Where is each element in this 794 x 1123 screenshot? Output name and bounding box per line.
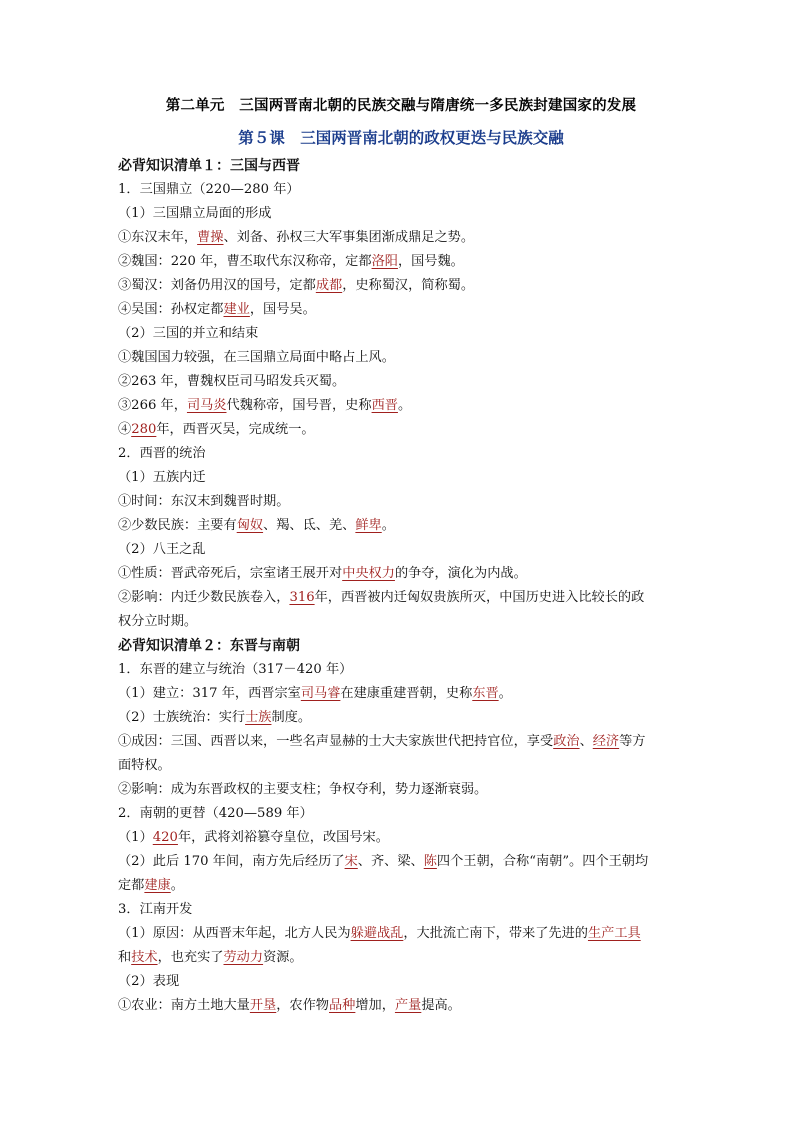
key-term: 劳动力 bbox=[223, 950, 264, 965]
text-segment: （1）三国鼎立局面的形成 bbox=[118, 206, 272, 221]
text-line bbox=[118, 178, 684, 202]
key-term: 420 bbox=[152, 830, 178, 845]
key-term: 280 bbox=[131, 422, 157, 437]
text-segment: 资源。 bbox=[263, 950, 303, 965]
text-segment: 2．南朝的更替（420—589 年） bbox=[118, 806, 313, 821]
text-line bbox=[118, 490, 684, 514]
text-segment: ③蜀汉：刘备仍用汉的国号，定都 bbox=[118, 278, 316, 293]
text-line bbox=[118, 898, 684, 922]
key-term: 曹操 bbox=[197, 230, 224, 245]
text-segment: 。 bbox=[397, 398, 412, 413]
text-segment: 的争夺，演化为内战。 bbox=[394, 566, 527, 581]
text-line bbox=[118, 658, 684, 682]
text-segment: 代魏称帝，国号晋，史称 bbox=[226, 398, 372, 413]
text-segment: ①东汉末年， bbox=[118, 230, 198, 245]
text-line bbox=[118, 778, 684, 802]
text-segment: （2）八王之乱 bbox=[118, 542, 206, 557]
text-segment: ，国号吴。 bbox=[249, 302, 316, 317]
text-segment: （2）士族统治：实行 bbox=[118, 710, 246, 725]
key-term: 经济 bbox=[592, 734, 620, 749]
text-segment: 3．江南开发 bbox=[118, 902, 193, 917]
key-term: 中央权力 bbox=[342, 566, 395, 581]
lesson-title: 第５课 三国两晋南北朝的政权更迭与民族交融 bbox=[238, 128, 564, 147]
text-segment: （1）建立：317 年，西晋宗室 bbox=[118, 686, 301, 701]
text-segment: 制度。 bbox=[271, 710, 312, 725]
text-segment: （2）表现 bbox=[118, 974, 180, 989]
key-term: 宋 bbox=[344, 854, 358, 869]
text-segment: ①成因：三国、西晋以来，一些名声显赫的士大夫家族世代把持官位，享受 bbox=[118, 734, 554, 749]
text-segment: （1）原因：从西晋末年起，北方人民为 bbox=[118, 926, 351, 941]
text-segment: ①性质：晋武帝死后，宗室诸王展开对 bbox=[118, 566, 343, 581]
key-term: 士族 bbox=[245, 710, 272, 725]
text-segment: ③266 年， bbox=[118, 398, 187, 413]
key-term: 技术 bbox=[131, 950, 158, 965]
text-segment: （2）此后 170 年间，南方先后经历了 bbox=[118, 854, 345, 869]
text-segment: ①魏国国力较强，在三国鼎立局面中略占上风。 bbox=[118, 350, 395, 365]
key-term: 生产工具 bbox=[587, 926, 641, 941]
text-segment: ②少数民族：主要有 bbox=[118, 518, 237, 533]
text-line bbox=[118, 562, 684, 586]
key-term: 316 bbox=[289, 590, 315, 605]
text-segment: 、 bbox=[579, 734, 593, 749]
text-segment: 1．东晋的建立与统治（317－420 年） bbox=[118, 662, 353, 677]
text-segment: 提高。 bbox=[421, 998, 461, 1013]
text-segment: 四个王朝，合称“南朝”。四个王朝均 bbox=[436, 854, 649, 869]
text-segment: ，大批流亡南下，带来了先进的 bbox=[403, 926, 588, 941]
text-line bbox=[118, 202, 684, 226]
text-line bbox=[118, 922, 684, 946]
text-segment: 2．西晋的统治 bbox=[118, 446, 206, 461]
document-page bbox=[118, 96, 684, 1018]
text-segment: ，史称蜀汉，简称蜀。 bbox=[342, 278, 475, 293]
key-term: 鲜卑 bbox=[355, 518, 382, 533]
key-term: 陈 bbox=[423, 854, 437, 869]
text-line bbox=[118, 754, 684, 778]
text-segment: 、刘备、孙权三大军事集团渐成鼎足之势。 bbox=[223, 230, 475, 245]
text-line bbox=[118, 850, 684, 874]
text-segment: 增加， bbox=[355, 998, 395, 1013]
text-segment: ④吴国：孙权定都 bbox=[118, 302, 224, 317]
section-heading bbox=[118, 634, 684, 658]
key-term: 躲避战乱 bbox=[350, 926, 404, 941]
text-line bbox=[118, 802, 684, 826]
text-segment: 和 bbox=[118, 950, 132, 965]
text-segment: 必背知识清单２：东晋与南朝 bbox=[118, 638, 300, 654]
text-segment: ，国号魏。 bbox=[397, 254, 464, 269]
text-line bbox=[118, 442, 684, 466]
section-heading bbox=[118, 154, 684, 178]
text-line bbox=[118, 826, 684, 850]
text-segment: 。 bbox=[381, 518, 395, 533]
key-term: 品种 bbox=[329, 998, 356, 1013]
text-line bbox=[118, 874, 684, 898]
text-segment: ④ bbox=[118, 422, 132, 437]
key-term: 建康 bbox=[144, 878, 171, 893]
text-line bbox=[118, 346, 684, 370]
text-segment: 1．三国鼎立（220—280 年） bbox=[118, 182, 300, 197]
text-segment: （2）三国的并立和结束 bbox=[118, 326, 259, 341]
text-line bbox=[118, 706, 684, 730]
text-line bbox=[118, 538, 684, 562]
key-term: 司马睿 bbox=[300, 686, 341, 701]
key-term: 产量 bbox=[394, 998, 422, 1013]
key-term: 成都 bbox=[315, 278, 343, 293]
text-segment: 、齐、梁、 bbox=[357, 854, 424, 869]
unit-title: 第二单元 三国两晋南北朝的民族交融与隋唐统一多民族封建国家的发展 bbox=[165, 97, 637, 114]
text-line bbox=[118, 226, 684, 250]
key-term: 洛阳 bbox=[371, 254, 398, 269]
text-segment: ，也充实了 bbox=[157, 950, 224, 965]
key-term: 西晋 bbox=[371, 398, 398, 413]
text-line bbox=[118, 514, 684, 538]
text-segment: ①时间：东汉末到魏晋时期。 bbox=[118, 494, 290, 509]
text-line bbox=[118, 298, 684, 322]
text-line bbox=[118, 322, 684, 346]
text-line bbox=[118, 730, 684, 754]
text-line bbox=[118, 946, 684, 970]
key-term: 建业 bbox=[223, 302, 250, 317]
text-line bbox=[118, 394, 684, 418]
text-segment: 、羯、氐、羌、 bbox=[263, 518, 356, 533]
key-term: 开垦 bbox=[249, 998, 277, 1013]
text-segment: （1）五族内迁 bbox=[118, 470, 206, 485]
text-line bbox=[118, 586, 684, 610]
text-segment: 定都 bbox=[118, 878, 145, 893]
key-term: 政治 bbox=[553, 734, 580, 749]
text-segment: 必背知识清单１：三国与西晋 bbox=[118, 158, 300, 174]
text-segment: 。 bbox=[170, 878, 184, 893]
text-segment: ，农作物 bbox=[276, 998, 329, 1013]
text-line bbox=[118, 994, 684, 1018]
key-term: 司马炎 bbox=[186, 398, 227, 413]
text-segment: 。 bbox=[498, 686, 512, 701]
text-segment: 年，西晋被内迁匈奴贵族所灭，中国历史进入比较长的政 bbox=[314, 590, 645, 605]
text-line bbox=[118, 274, 684, 298]
text-segment: （1） bbox=[118, 830, 153, 845]
text-segment: 面特权。 bbox=[118, 758, 171, 773]
text-segment: ②影响：成为东晋政权的主要支柱；争权夺利，势力逐渐衰弱。 bbox=[118, 782, 488, 797]
text-segment: ②魏国：220 年，曹丕取代东汉称帝，定都 bbox=[118, 254, 372, 269]
text-segment: 权分立时期。 bbox=[118, 614, 198, 629]
lesson-content bbox=[118, 154, 684, 1018]
text-segment: ②影响：内迁少数民族卷入， bbox=[118, 590, 290, 605]
text-segment: ①农业：南方土地大量 bbox=[118, 998, 250, 1013]
key-term: 匈奴 bbox=[236, 518, 264, 533]
text-line bbox=[118, 610, 684, 634]
key-term: 东晋 bbox=[472, 686, 499, 701]
text-line bbox=[118, 682, 684, 706]
text-segment: ②263 年，曹魏权臣司马昭发兵灭蜀。 bbox=[118, 374, 346, 389]
text-line bbox=[118, 250, 684, 274]
text-segment: 年，西晋灭吴，完成统一。 bbox=[156, 422, 315, 437]
text-segment: 年，武将刘裕篡夺皇位，改国号宋。 bbox=[177, 830, 389, 845]
text-line bbox=[118, 970, 684, 994]
text-segment: 在建康重建晋朝，史称 bbox=[340, 686, 473, 701]
text-line bbox=[118, 418, 684, 442]
text-segment: 等方 bbox=[619, 734, 646, 749]
text-line bbox=[118, 370, 684, 394]
text-line bbox=[118, 466, 684, 490]
